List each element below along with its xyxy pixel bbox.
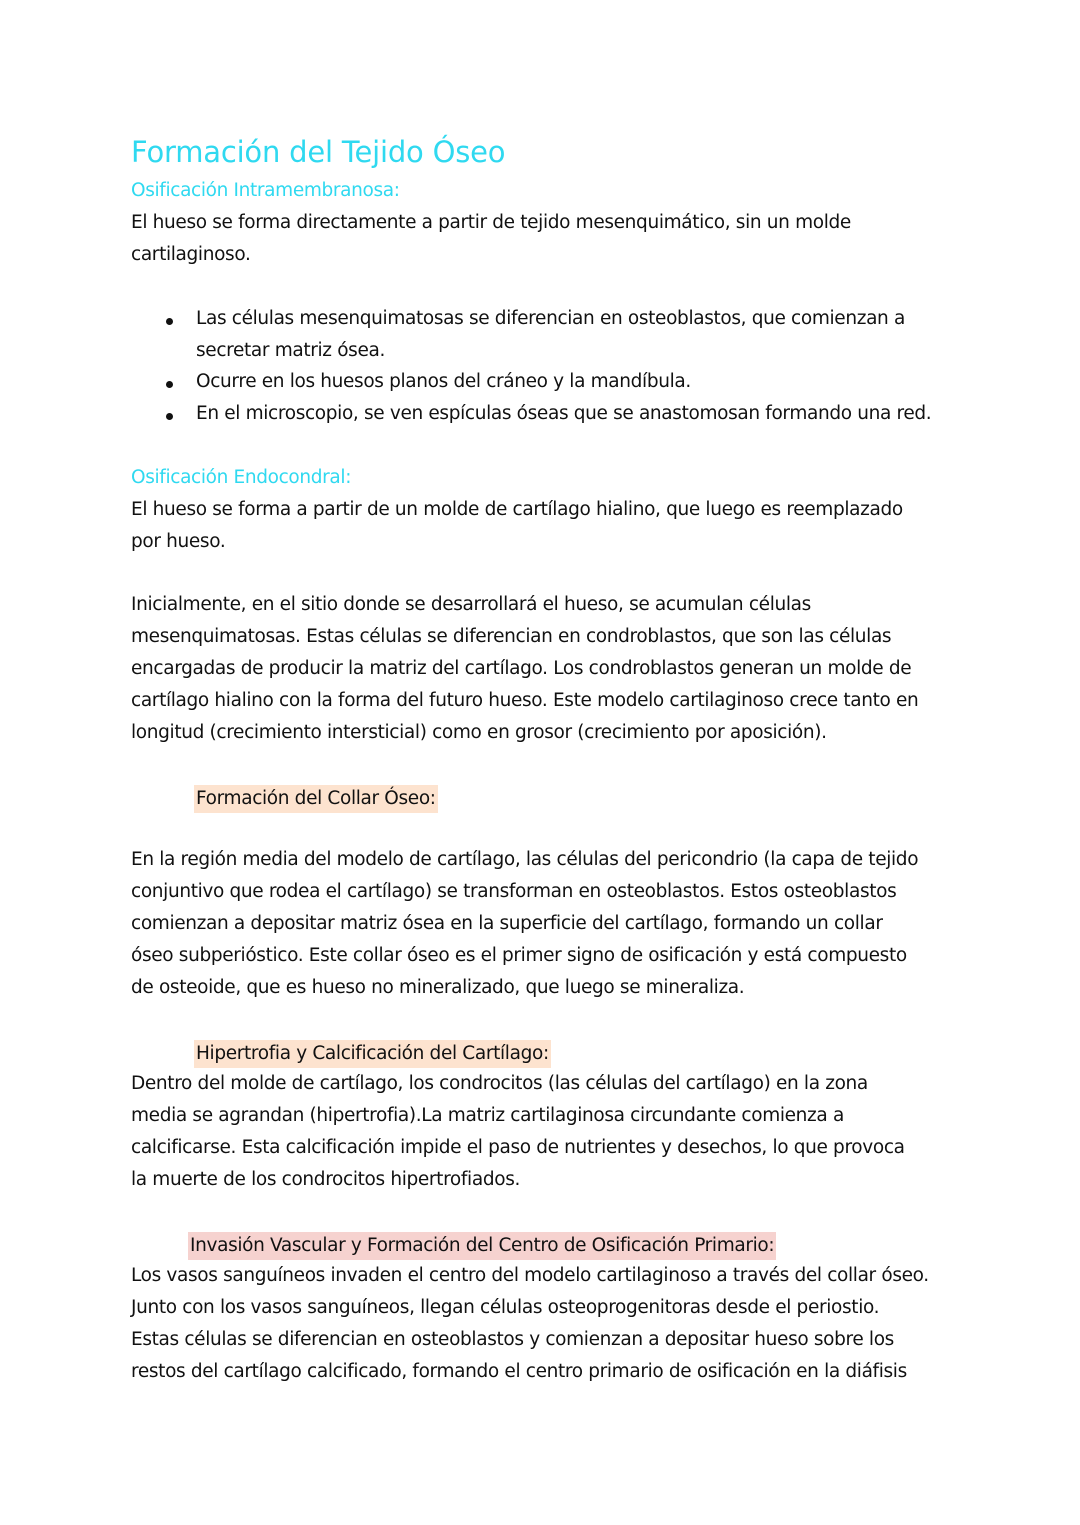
paragraph-line: calcificarse. Esta calcificación impide el paso de nutrientes y desechos, lo que provoca (131, 1137, 905, 1158)
paragraph-line: cartílago hialino con la forma del futuro hueso. Este modelo cartilaginoso crece tanto en (131, 690, 919, 711)
bullet-item-text: secretar matriz ósea. (196, 340, 386, 361)
paragraph-line: cartilaginoso. (131, 244, 251, 265)
paragraph-line: El hueso se forma a partir de un molde de cartílago hialino, que luego es reemplazado (131, 499, 903, 520)
paragraph-line: Estas células se diferencian en osteoblastos y comienzan a depositar hueso sobre los (131, 1329, 894, 1350)
paragraph-line: óseo subperióstico. Este collar óseo es el primer signo de osificación y está compuesto (131, 945, 907, 966)
paragraph-line: restos del cartílago calcificado, formando el centro primario de osificación en la diáfisis (131, 1361, 907, 1382)
bullet-icon (166, 381, 173, 388)
paragraph-line: conjuntivo que rodea el cartílago) se transforman en osteoblastos. Estos osteoblastos (131, 881, 897, 902)
paragraph-line: Inicialmente, en el sitio donde se desarrollará el hueso, se acumulan células (131, 594, 811, 615)
bullet-icon (166, 318, 173, 325)
paragraph-line: de osteoide, que es hueso no mineralizado, que luego se mineraliza. (131, 977, 745, 998)
subsection-heading-vascular: Invasión Vascular y Formación del Centro de Osificación Primario: (188, 1232, 776, 1260)
bullet-item-text: Las células mesenquimatosas se diferencian en osteoblastos, que comienzan a (196, 308, 905, 329)
paragraph-line: Dentro del molde de cartílago, los condrocitos (las células del cartílago) en la zona (131, 1073, 868, 1094)
section-heading-intramembranous: Osificación Intramembranosa: (131, 180, 400, 201)
paragraph-line: encargadas de producir la matriz del cartílago. Los condroblastos generan un molde de (131, 658, 912, 679)
section-heading-endochondral: Osificación Endocondral: (131, 467, 352, 488)
paragraph-line: media se agrandan (hipertrofia).La matriz cartilaginosa circundante comienza a (131, 1105, 844, 1126)
subsection-heading-hypertrophy: Hipertrofia y Calcificación del Cartílago: (194, 1040, 551, 1068)
bullet-item-text: Ocurre en los huesos planos del cráneo y la mandíbula. (196, 371, 691, 392)
paragraph-line: comienzan a depositar matriz ósea en la superficie del cartílago, formando un collar (131, 913, 883, 934)
subsection-heading-collar: Formación del Collar Óseo: (194, 785, 438, 813)
paragraph-line: En la región media del modelo de cartílago, las células del pericondrio (la capa de tejido (131, 849, 919, 870)
paragraph-line: mesenquimatosas. Estas células se diferencian en condroblastos, que son las células (131, 626, 892, 647)
paragraph-line: Los vasos sanguíneos invaden el centro del modelo cartilaginoso a través del collar óseo. (131, 1265, 929, 1286)
paragraph-line: Junto con los vasos sanguíneos, llegan células osteoprogenitoras desde el periostio. (131, 1297, 880, 1318)
bullet-icon (166, 413, 173, 420)
paragraph-line: la muerte de los condrocitos hipertrofiados. (131, 1169, 521, 1190)
paragraph-line: longitud (crecimiento intersticial) como en grosor (crecimiento por aposición). (131, 722, 827, 743)
bullet-item-text: En el microscopio, se ven espículas óseas que se anastomosan formando una red. (196, 403, 932, 424)
page-title: Formación del Tejido Óseo (131, 135, 506, 169)
paragraph-line: El hueso se forma directamente a partir de tejido mesenquimático, sin un molde (131, 212, 851, 233)
paragraph-line: por hueso. (131, 531, 226, 552)
